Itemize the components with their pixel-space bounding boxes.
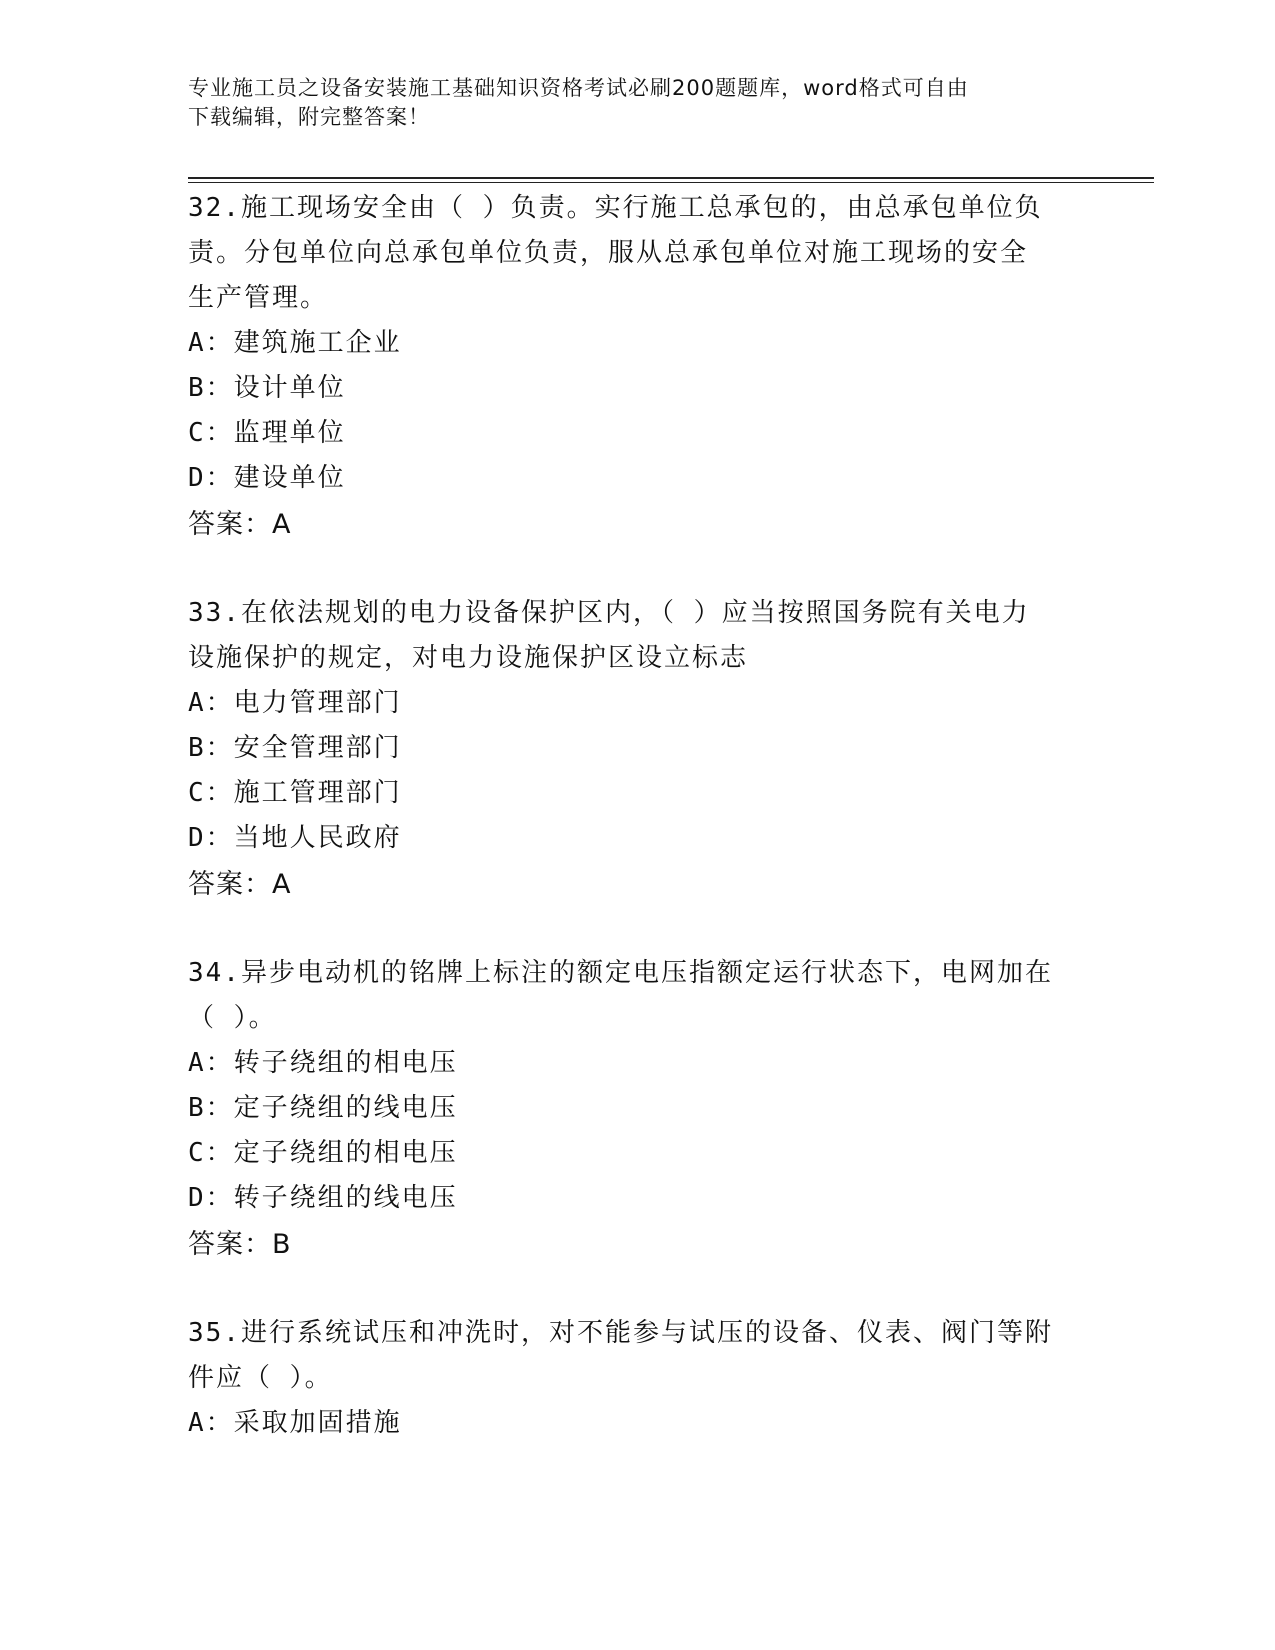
question-list bbox=[188, 186, 1088, 1489]
option-c: C：监理单位 bbox=[188, 418, 346, 448]
question-text-line: 32.施工现场安全由（ ）负责。实行施工总承包的，由总承包单位负 bbox=[188, 193, 1043, 223]
document-header bbox=[188, 74, 1078, 132]
question-text-line: 34.异步电动机的铭牌上标注的额定电压指额定运行状态下，电网加在 bbox=[188, 958, 1053, 988]
question-text-line: 33.在依法规划的电力设备保护区内，（ ）应当按照国务院有关电力 bbox=[188, 598, 1030, 628]
question-text-line: 生产管理。 bbox=[188, 283, 329, 313]
question-text-line: 设施保护的规定，对电力设施保护区设立标志 bbox=[188, 643, 749, 673]
question-text-line: 件应（ ）。 bbox=[188, 1363, 333, 1393]
header-divider-thin bbox=[188, 182, 1154, 183]
option-c: C：定子绕组的相电压 bbox=[188, 1138, 458, 1168]
answer: 答案：A bbox=[188, 869, 292, 900]
question-34 bbox=[188, 951, 1088, 1268]
header-line-1: 专业施工员之设备安装施工基础知识资格考试必刷200题题库，word格式可自由 bbox=[188, 76, 969, 100]
option-d: D：建设单位 bbox=[188, 463, 346, 493]
question-text-line: 责。分包单位向总承包单位负责，服从总承包单位对施工现场的安全 bbox=[188, 238, 1029, 268]
option-a: A：采取加固措施 bbox=[188, 1408, 402, 1438]
question-text-line: 35.进行系统试压和冲洗时，对不能参与试压的设备、仪表、阀门等附 bbox=[188, 1318, 1053, 1348]
answer: 答案：B bbox=[188, 1229, 292, 1260]
option-b: B：设计单位 bbox=[188, 373, 346, 403]
option-b: B：定子绕组的线电压 bbox=[188, 1093, 458, 1123]
question-33 bbox=[188, 591, 1088, 908]
option-c: C：施工管理部门 bbox=[188, 778, 402, 808]
question-text-line: （ ）。 bbox=[188, 1003, 277, 1033]
answer: 答案：A bbox=[188, 509, 292, 540]
question-32 bbox=[188, 186, 1088, 548]
header-line-2: 下载编辑，附完整答案！ bbox=[188, 105, 430, 129]
option-d: D：转子绕组的线电压 bbox=[188, 1183, 458, 1213]
option-a: A：转子绕组的相电压 bbox=[188, 1048, 458, 1078]
option-a: A：建筑施工企业 bbox=[188, 328, 402, 358]
header-divider-thick bbox=[188, 177, 1154, 179]
option-d: D：当地人民政府 bbox=[188, 823, 402, 853]
option-b: B：安全管理部门 bbox=[188, 733, 402, 763]
question-35 bbox=[188, 1311, 1088, 1446]
option-a: A：电力管理部门 bbox=[188, 688, 402, 718]
